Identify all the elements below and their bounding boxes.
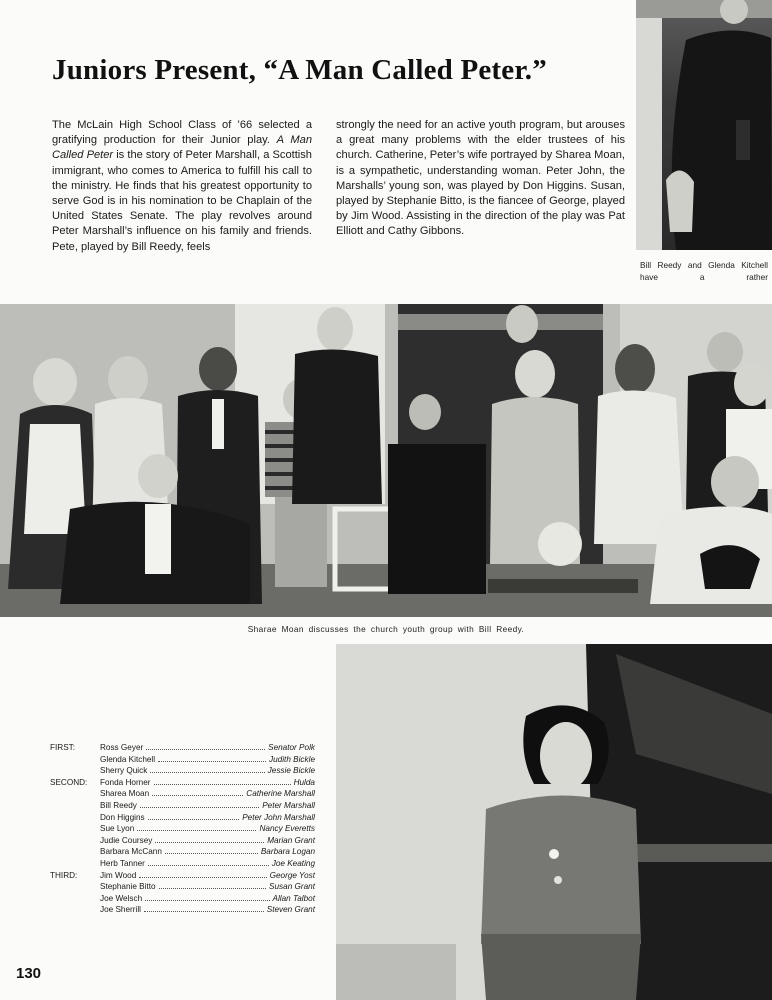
cast-actor: Jim Wood: [100, 870, 137, 880]
leader-dots: [148, 819, 240, 820]
cast-actor: Don Higgins: [100, 812, 145, 822]
photo-scene-top: [636, 0, 772, 250]
story-body: is the story of Peter Marshall, a Scottish immigrant, who comes to America to fulfill his call to the ministry. He finds that his greatest opportunity to serve God is in his nomination to be Chaplain of the United States Senate. The play revolves around Peter Marshall’s influence on his family and friends. Pete, played by Bill Reedy, feels: [52, 149, 312, 253]
leader-dots: [144, 911, 264, 912]
cast-actor: Sherry Quick: [100, 766, 148, 776]
cast-actor: Herb Tanner: [100, 858, 145, 868]
cast-row: [50, 870, 315, 882]
cast-row: [50, 823, 315, 835]
cast-row: [50, 846, 315, 858]
cast-role: Jessie Bickle: [267, 766, 315, 776]
cast-role: Peter John Marshall: [242, 812, 315, 822]
cast-actor: Judie Coursey: [100, 835, 153, 845]
leader-dots: [137, 830, 256, 831]
photo-bill-reedy-glenda-kitchell: [636, 0, 772, 250]
page-number: 130: [16, 965, 42, 982]
cast-role: Allan Talbot: [272, 893, 315, 903]
cast-role: Nancy Everetts: [259, 824, 315, 834]
cast-actor: Sue Lyon: [100, 824, 135, 834]
leader-dots: [140, 807, 259, 808]
cast-row: [50, 754, 315, 766]
cast-row: [50, 858, 315, 870]
photo-scene-group: [0, 304, 772, 617]
story-column-2: [336, 118, 625, 240]
cast-role: Steven Grant: [266, 905, 315, 915]
cast-role: Hulda: [293, 777, 315, 787]
cast-group-label: FIRST:: [50, 743, 76, 752]
cast-role: Susan Grant: [269, 882, 315, 892]
cast-actor: Barbara McCann: [100, 847, 162, 857]
cast-role: Judith Bickle: [269, 754, 315, 764]
leader-dots: [154, 784, 291, 785]
leader-dots: [152, 795, 243, 796]
cast-row: [50, 777, 315, 789]
cast-role: George Yost: [269, 870, 315, 880]
cast-row: [50, 788, 315, 800]
cast-row: [50, 904, 315, 916]
photo-scene-piano: [336, 644, 772, 1000]
play-title: A Man Called Peter: [52, 134, 312, 162]
photo-actress-piano: [336, 644, 772, 1000]
cast-actor: Glenda Kitchell: [100, 754, 156, 764]
leader-dots: [148, 865, 269, 866]
cast-actor: Bill Reedy: [100, 800, 137, 810]
photo-cast-group: [0, 304, 772, 617]
cast-role: Catherine Marshall: [246, 789, 315, 799]
leader-dots: [139, 877, 266, 878]
cast-row: [50, 800, 315, 812]
cast-list: [50, 742, 315, 916]
cast-actor: Joe Sherrill: [100, 905, 141, 915]
leader-dots: [159, 888, 266, 889]
cast-actor: Stephanie Bitto: [100, 882, 156, 892]
cast-row: [50, 812, 315, 824]
story-continued: strongly the need for an active youth program, but arouses a great many problems with the elder trustees of his church. Catherine, Peter’s wife portrayed by Sharea Moan, is a sympathetic, understanding woman. Peter John, the Marshalls’ young son, was played by Don Higgins. Susan, played by Stephanie Bitto, is the fiancee of George, played by Jim Wood. Assisting in the direction of the play was Pat Elliott and Cathy Gibbons.: [336, 119, 625, 238]
story-intro: The McLain High School Class of ’66 selected a gratifying production for their Junior play.: [52, 119, 312, 147]
caption-top-right: Bill Reedy and Glenda Kitchell have a rather: [640, 260, 768, 282]
leader-dots: [155, 842, 264, 843]
cast-row: [50, 881, 315, 893]
cast-role: Barbara Logan: [260, 847, 315, 857]
cast-group-label: THIRD:: [50, 870, 78, 880]
caption-group-photo: Sharae Moan discusses the church youth group with Bill Reedy.: [247, 624, 525, 634]
cast-actor: Ross Geyer: [100, 743, 144, 752]
leader-dots: [165, 853, 258, 854]
cast-role: Marian Grant: [267, 835, 315, 845]
page-title: Juniors Present, “A Man Called Peter.”: [52, 54, 547, 86]
cast-group-label: SECOND:: [50, 777, 88, 787]
cast-role: Peter Marshall: [262, 800, 315, 810]
cast-role: Senator Polk: [268, 743, 315, 752]
cast-role: Joe Keating: [271, 858, 315, 868]
cast-row: [50, 742, 315, 754]
leader-dots: [150, 772, 264, 773]
cast-row: [50, 835, 315, 847]
cast-actor: Sharea Moan: [100, 789, 150, 799]
leader-dots: [146, 749, 265, 750]
leader-dots: [145, 900, 269, 901]
story-column-1: [52, 118, 312, 255]
cast-row: [50, 765, 315, 777]
cast-actor: Joe Welsch: [100, 893, 143, 903]
leader-dots: [158, 761, 266, 762]
cast-row: [50, 893, 315, 905]
cast-actor: Fonda Horner: [100, 777, 151, 787]
